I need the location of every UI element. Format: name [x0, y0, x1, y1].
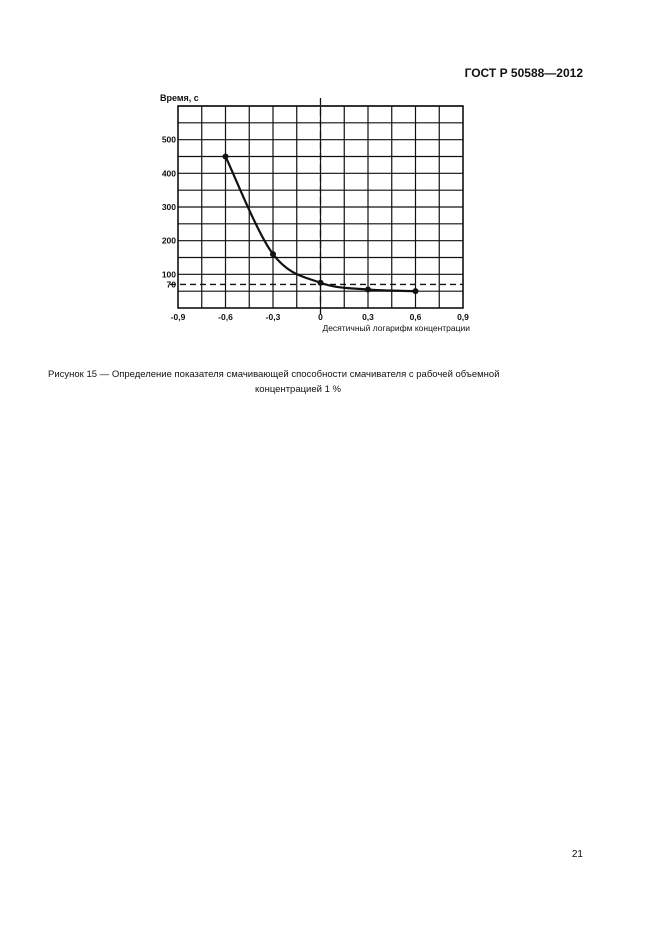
y-tick-label-5: 500 [161, 134, 176, 145]
y-axis-label: Время, с [160, 93, 199, 103]
page-number: 21 [571, 849, 583, 860]
x-tick-label-0: -0,9 [170, 312, 186, 322]
y-tick-label-2: 200 [161, 235, 176, 246]
y-tick-label-3: 300 [161, 202, 176, 212]
y-tick-label-1: 100 [161, 269, 176, 280]
y-tick-label-4: 400 [161, 168, 176, 179]
x-tick-label-4: 0,3 [362, 312, 374, 322]
data-point-2 [318, 280, 324, 286]
x-tick-label-6: 0,9 [457, 312, 469, 322]
figure-caption [48, 367, 548, 397]
x-tick-label-1: -0,6 [218, 312, 233, 322]
document-header: ГОСТ Р 50588—2012 [464, 66, 583, 80]
y-tick-label-0: 70 [166, 279, 176, 290]
caption-line-1: Рисунок 15 — Определение показателя смачивающей способности смачивателя с рабочей объемной [48, 369, 500, 380]
data-point-1 [270, 251, 276, 257]
x-tick-label-2: -0,3 [265, 312, 281, 322]
data-point-3 [365, 286, 371, 292]
concentration-chart [0, 0, 661, 360]
caption-line-2: концентрацией 1 % [255, 384, 341, 395]
data-point-4 [413, 288, 419, 294]
x-tick-label-5: 0,6 [409, 312, 422, 322]
x-tick-label-3: 0 [318, 312, 323, 322]
data-point-0 [223, 154, 229, 160]
x-axis-label: Десятичный логарифм концентрации [322, 323, 470, 333]
chart-tick-labels [162, 135, 469, 322]
